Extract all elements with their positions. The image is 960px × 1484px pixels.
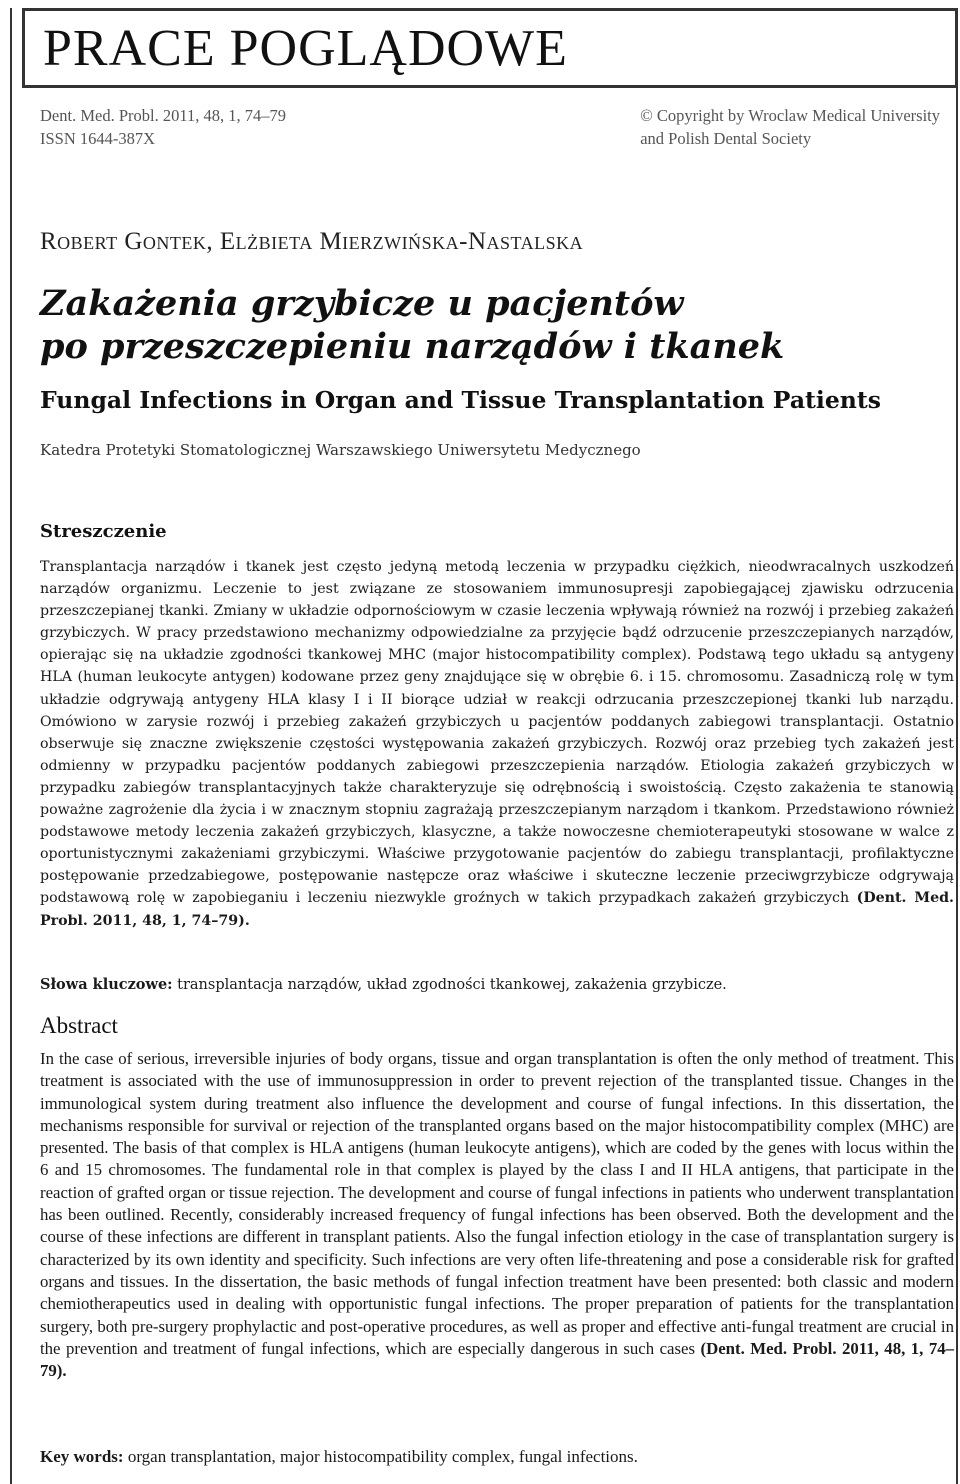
copyright-line-1: © Copyright by Wroclaw Medical University <box>640 106 940 125</box>
affiliation: Katedra Protetyki Stomatologicznej Warszawskiego Uniwersytetu Medycznego <box>40 441 641 459</box>
journal-citation: Dent. Med. Probl. 2011, 48, 1, 74–79 <box>40 106 286 125</box>
title-polish-line-2: po przeszczepieniu narządów i tkanek <box>40 326 785 367</box>
abstract-text: In the case of serious, irreversible injuries of body organs, tissue and organ transplantation is often the only method of treatment. This treatment is associated with the use of immunosuppression in order to prevent rejection of the transplanted tissue. Changes in the immunological system during treatment also influence the development and course of fungal infections. In this dissertation, the mechanisms responsible for survival or rejection of the transplanted organs based on the major histocompatibility complex (MHC) are presented. The basis of that complex is HLA antigens (human leukocyte antigens), which are coded by the genes with locus within the 6 and 15 chromosomes. The fundamental role in that complex is played by the class I and II HLA antigens, that participate in the reaction of grafted organ or tissue rejection. The development and course of fungal infections in patients who underwent transplantation has been outlined. Recently, considerably increased frequency of fungal infections has been observed. Both the development and the course of these infections are different in transplant patients. Also the fungal infection etiology in the case of transplantation surgery is characterized by its own identity and specificity. Such infections are very often life-threatening and pose a considerable risk for grafted organs and tissues. In the dissertation, the basic methods of fungal infection treatment have been presented: both classic and modern chemiotherapeutics used in dealing with opportunistic fungal infections. The proper preparation of patients for the transplantation surgery, both pre-surgery prophylactic and post-operative procedures, as well as proper and effective anti-fungal treatment are crucial in the prevention and treatment of fungal infections, which are especially dangerous in such cases <box>40 1049 954 1358</box>
abstract-citation: (Dent. Med. Probl. 2011, 48, 1, 74–79). <box>40 1338 954 1381</box>
abstract-heading: Abstract <box>40 1013 118 1038</box>
keywords-english <box>40 1447 954 1467</box>
streszczenie-citation: (Dent. Med. Probl. 2011, 48, 1, 74–79). <box>40 890 954 929</box>
copyright-line-2: and Polish Dental Society <box>640 129 812 148</box>
streszczenie-heading: Streszczenie <box>40 521 167 542</box>
keywords-polish <box>40 976 954 993</box>
streszczenie-body <box>40 556 954 932</box>
banner-title: PRACE POGLĄDOWE <box>43 20 568 77</box>
keywords-polish-label: Słowa kluczowe: <box>40 976 173 993</box>
title-polish <box>40 282 784 368</box>
journal-issn: ISSN 1644-387X <box>40 129 156 148</box>
title-english: Fungal Infections in Organ and Tissue Transplantation Patients <box>40 386 881 414</box>
authors: Robert Gontek, Elżbieta Mierzwińska-Nastalska <box>40 228 584 255</box>
keywords-polish-text: transplantacja narządów, układ zgodności tkankowej, zakażenia grzybicze. <box>177 977 727 993</box>
title-polish-line-1: Zakażenia grzybicze u pacjentów <box>40 283 684 324</box>
streszczenie-text: Transplantacja narządów i tkanek jest często jedyną metodą leczenia w przypadku ciężkich, nieodwracalnych uszkodzeń narządów organizmu. Leczenie to jest związane ze stosowaniem immunosupresji zapobiegającej zjawisku odrzucenia przeszczepianej tkanki. Zmiany w układzie odpornościowym w czasie leczenia wpływają również na rozwój i przebieg zakażeń grzybiczych. W pracy przedstawiono mechanizmy odpowiedzialne za przyjęcie bądź odrzucenie przeszczepianych narządów, opierając się na układzie zgodności tkankowej MHC (major histocompatibility complex). Podstawą tego układu są antygeny HLA (human leukocyte antygen) kodowane przez geny znajdujące się w obrębie 6. i 15. chromosomu. Zasadniczą rolę w tym układzie odgrywają antygeny HLA klasy I i II biorące udział w reakcji odrzucania przeszczepionej tkanki lub narządu. Omówiono w zarysie rozwój i przebieg zakażeń grzybiczych u pacjentów poddanych zabiegowi transplantacji. Ostatnio obserwuje się znaczne zwiększenie częstości występowania zakażeń grzybiczych. Rozwój oraz przebieg tych zakażeń jest odmienny w przypadku pacjentów poddanych zabiegowi przeszczepienia narządów. Etiologia zakażeń grzybiczych w przypadku zabiegów transplantacyjnych także charakteryzuje się odrębnością i swoistością. Często zakażenia te stanowią poważne zagrożenie dla życia i w znacznym stopniu zagrażają przeszczepianym narządom i tkankom. Przedstawiono również podstawowe metody leczenia zakażeń grzybiczych, klasyczne, a także nowoczesne chemioterapeutyki stosowane w walce z oportunistycznymi zakażeniami grzybiczymi. Właściwe przygotowanie pacjentów do zabiegu transplantacji, profilaktyczne postępowanie przedzabiegowe, postępowanie następcze oraz właściwe i skuteczne leczenie przeciwgrzybicze odgrywają podstawową rolę w zapobieganiu i leczeniu niezwykle groźnych w takich przypadkach zakażeń grzybiczych <box>40 559 954 907</box>
keywords-english-text: organ transplantation, major histocompatibility complex, fungal infections. <box>127 1447 638 1466</box>
abstract-body <box>40 1048 954 1382</box>
journal-meta <box>40 104 286 150</box>
section-banner <box>22 8 958 88</box>
keywords-english-label: Key words: <box>40 1447 124 1466</box>
copyright-meta <box>640 104 940 150</box>
